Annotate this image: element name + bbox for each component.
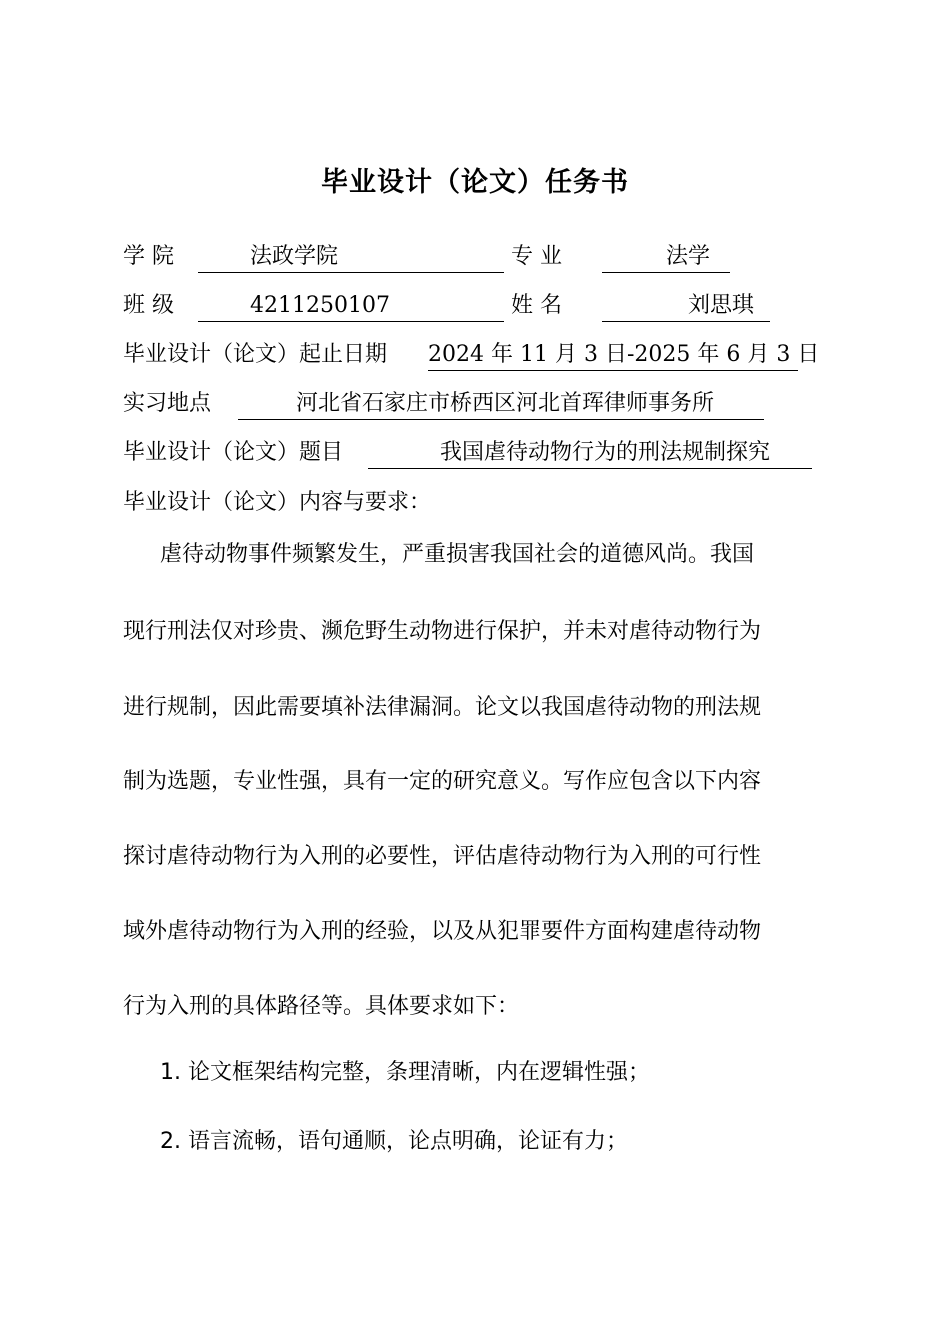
college-label: 学 院 <box>123 244 174 269</box>
paragraph-line: 虐待动物事件频繁发生，严重损害我国社会的道德风尚。我国 <box>160 542 755 567</box>
paragraph-line: 现行刑法仅对珍贵、濒危野生动物进行保护，并未对虐待动物行为 <box>123 619 762 644</box>
paragraph-line: 制为选题，专业性强，具有一定的研究意义。写作应包含以下内容 <box>123 769 762 794</box>
class-label: 班 级 <box>123 293 174 318</box>
paragraph-line: 行为入刑的具体路径等。具体要求如下： <box>123 994 520 1019</box>
class-name-row <box>123 289 770 323</box>
class-field <box>198 291 504 322</box>
date-value: 2024 年 11 月 3 日-2025 年 6 月 3 日 <box>428 340 798 371</box>
requirement-item: 1. 论文框架结构完整，条理清晰，内在逻辑性强； <box>160 1060 650 1085</box>
paragraph-line: 探讨虐待动物行为入刑的必要性，评估虐待动物行为入刑的可行性 <box>123 844 762 869</box>
topic-field <box>368 438 812 469</box>
paragraph-line: 进行规制，因此需要填补法律漏洞。论文以我国虐待动物的刑法规 <box>123 695 762 720</box>
college-value: 法政学院 <box>250 244 339 269</box>
requirement-item: 2. 语言流畅，语句通顺，论点明确，论证有力； <box>160 1129 628 1154</box>
class-value: 4211250107 <box>250 293 390 318</box>
major-label: 专 业 <box>511 244 562 269</box>
name-field <box>602 291 770 322</box>
topic-value: 我国虐待动物行为的刑法规制探究 <box>440 440 771 465</box>
location-value: 河北省石家庄市桥西区河北首珲律师事务所 <box>296 391 715 416</box>
content-heading: 毕业设计（论文）内容与要求： <box>123 490 432 515</box>
location-row <box>123 387 764 421</box>
name-value: 刘思琪 <box>688 293 755 318</box>
major-value: 法学 <box>666 244 711 269</box>
college-field <box>198 242 504 273</box>
paragraph-line: 域外虐待动物行为入刑的经验，以及从犯罪要件方面构建虐待动物 <box>123 919 762 944</box>
college-major-row <box>123 240 730 274</box>
location-label: 实习地点 <box>123 391 212 416</box>
major-field <box>602 242 730 273</box>
topic-label: 毕业设计（论文）题目 <box>123 440 344 465</box>
location-field <box>238 389 764 420</box>
document-title: 毕业设计（论文）任务书 <box>321 167 629 198</box>
topic-row <box>123 436 812 470</box>
name-label: 姓 名 <box>511 293 562 318</box>
date-label: 毕业设计（论文）起止日期 <box>123 342 388 367</box>
date-row <box>123 338 820 372</box>
